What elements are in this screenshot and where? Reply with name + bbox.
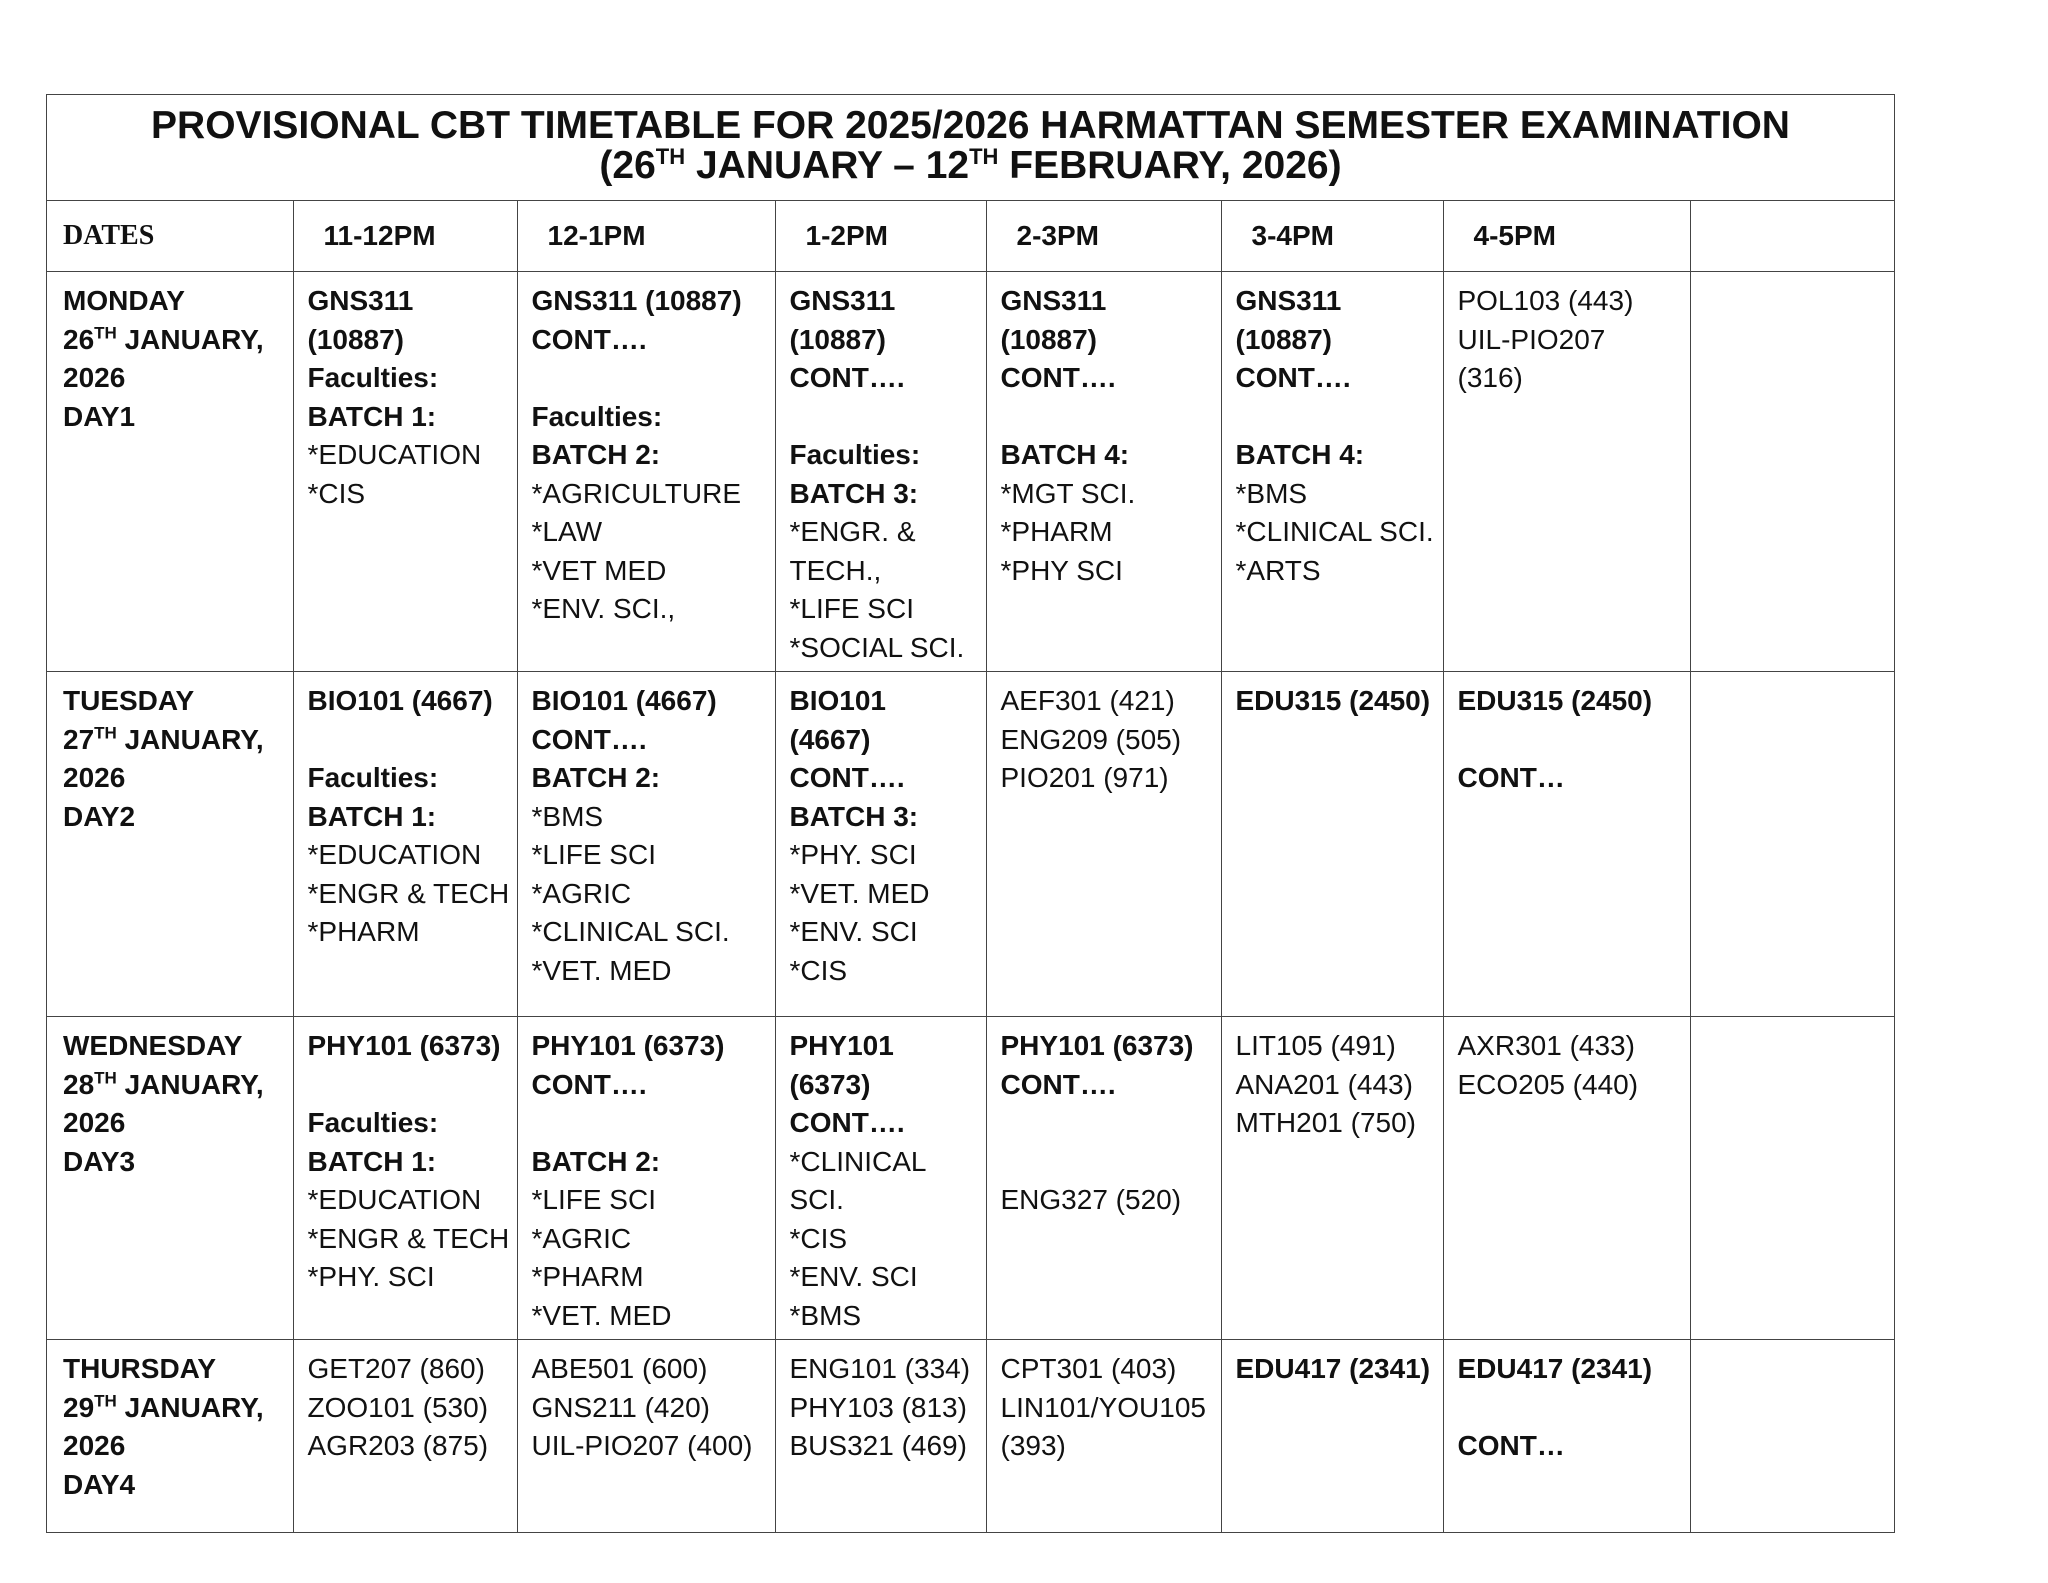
cell-line: BATCH 3: <box>789 477 919 509</box>
cell-line <box>308 721 507 760</box>
day-label: DAY2 <box>63 800 136 832</box>
cell-line: *BMS <box>531 800 604 832</box>
cell-line <box>1458 1389 1680 1428</box>
document-title <box>47 95 1894 201</box>
cell-line: *ENGR & TECH <box>307 1222 510 1254</box>
cell-line: *CIS <box>789 954 848 986</box>
cell-line: *MGT SCI. <box>1000 477 1136 509</box>
cell-line: *ENGR & TECH <box>307 877 510 909</box>
cell-line: *PHARM <box>531 1261 644 1292</box>
schedule-cell <box>1443 1340 1690 1532</box>
schedule-cell <box>1221 672 1443 1017</box>
cell-line: *VET. MED <box>531 954 672 986</box>
cell-line: CPT301 (403) <box>1000 1353 1177 1384</box>
date-year: 2026 <box>63 1107 126 1138</box>
cell-line: *PHY. SCI <box>307 1261 435 1292</box>
cell-line <box>532 359 765 398</box>
cell-line: *EDUCATION <box>307 839 482 870</box>
cell-line: *CLINICAL SCI. <box>531 916 730 947</box>
column-header-dates: DATES <box>47 201 293 272</box>
cell-line: CONT…. <box>531 723 647 755</box>
cell-line: *CLINICAL <box>789 1145 927 1177</box>
cell-line: BATCH 1: <box>307 1145 437 1177</box>
date-ordinal-suffix: TH <box>94 323 117 343</box>
cell-line: *PHY. SCI <box>789 839 917 870</box>
schedule-cell <box>1221 1340 1443 1532</box>
cell-line: ENG327 (520) <box>1000 1184 1182 1215</box>
cell-line: ENG209 (505) <box>1000 723 1182 755</box>
date-month: JANUARY, <box>116 1391 264 1423</box>
day-row <box>47 1340 1894 1532</box>
cell-line: BIO101 (4667) <box>531 685 717 716</box>
cell-line: BATCH 4: <box>1000 439 1130 470</box>
cell-line: *PHY SCI <box>1000 554 1123 586</box>
cell-line: BIO101 <box>789 685 886 716</box>
cell-line: *ENV. SCI <box>789 916 918 947</box>
cell-line: ENG101 (334) <box>789 1353 971 1384</box>
cell-line: *AGRIC <box>531 1222 632 1254</box>
column-header-1-2pm: 1-2PM <box>775 201 986 272</box>
schedule-cell <box>517 672 775 1017</box>
cell-line: SCI. <box>789 1184 844 1215</box>
cell-line: *LAW <box>531 516 603 547</box>
schedule-cell <box>517 1017 775 1340</box>
cell-line: ABE501 (600) <box>531 1353 708 1384</box>
schedule-cell <box>775 672 986 1017</box>
timetable-grid <box>47 201 1894 1532</box>
cell-line: *BMS <box>789 1299 862 1331</box>
cell-line: (316) <box>1457 362 1523 393</box>
cell-line: EDU315 (2450) <box>1235 685 1431 716</box>
cell-line: BATCH 1: <box>307 400 437 432</box>
title-date-start: (26 <box>599 144 656 187</box>
schedule-cell <box>775 1340 986 1532</box>
cell-line: AGR203 (875) <box>307 1430 489 1461</box>
date-ordinal-suffix: TH <box>94 723 117 743</box>
cell-line <box>308 1066 507 1105</box>
schedule-cell <box>986 1340 1221 1532</box>
cell-line: BUS321 (469) <box>789 1430 967 1461</box>
cell-line: Faculties: <box>307 362 439 393</box>
title-line-2 <box>47 146 1894 186</box>
date-year: 2026 <box>63 362 126 393</box>
day-row <box>47 672 1894 1017</box>
cell-line: *AGRICULTURE <box>531 477 742 509</box>
cell-line: BATCH 2: <box>531 1145 661 1177</box>
cell-line: (10887) <box>1235 323 1333 355</box>
cell-line: *CLINICAL SCI. <box>1235 516 1434 547</box>
cell-line: (10887) <box>789 323 887 355</box>
date-year: 2026 <box>63 762 126 793</box>
cell-line: CONT…. <box>789 362 905 393</box>
cell-line <box>1236 398 1433 437</box>
cell-line: LIT105 (491) <box>1235 1030 1396 1061</box>
schedule-cell <box>517 1340 775 1532</box>
cell-line: PIO201 (971) <box>1000 762 1169 793</box>
cell-line: GNS311 <box>307 285 414 316</box>
cell-line: *ENV. SCI., <box>531 593 676 624</box>
schedule-cell <box>1443 1017 1690 1340</box>
cell-line: (4667) <box>789 723 871 755</box>
day-label: DAY4 <box>63 1468 136 1500</box>
cell-line: EDU417 (2341) <box>1235 1353 1431 1384</box>
cell-line: *PHARM <box>307 916 420 947</box>
cell-line: TECH., <box>789 554 882 586</box>
cell-line: POL103 (443) <box>1457 285 1634 316</box>
cell-line: Faculties: <box>307 762 439 793</box>
day-label: DAY1 <box>63 400 136 432</box>
date-ordinal-suffix: TH <box>94 1068 117 1088</box>
cell-line: CONT…. <box>531 323 647 355</box>
weekday: WEDNESDAY <box>63 1030 243 1061</box>
date-day-month <box>63 1389 283 1428</box>
date-number: 26 <box>63 323 95 355</box>
timetable-document <box>46 94 1895 1533</box>
cell-line: *VET MED <box>531 554 667 586</box>
date-month: JANUARY, <box>116 323 264 355</box>
cell-line: CONT…. <box>1235 362 1351 393</box>
schedule-cell <box>293 1017 517 1340</box>
title-date-middle: JANUARY – 12 <box>685 144 970 187</box>
cell-line: BATCH 1: <box>307 800 437 832</box>
cell-line: GNS211 (420) <box>531 1391 710 1423</box>
cell-line: (10887) <box>1000 323 1098 355</box>
schedule-cell <box>986 1017 1221 1340</box>
cell-line: (10887) <box>307 323 405 355</box>
cell-line: *EDUCATION <box>307 1184 482 1215</box>
date-year: 2026 <box>63 1430 126 1461</box>
cell-line <box>1001 1143 1211 1182</box>
cell-line: GNS311 <box>789 285 896 316</box>
cell-line: *LIFE SCI <box>531 839 656 870</box>
cell-line: MTH201 (750) <box>1235 1107 1417 1138</box>
cell-line: GNS311 (10887) <box>531 285 742 316</box>
cell-line: AXR301 (433) <box>1457 1030 1635 1061</box>
date-month: JANUARY, <box>116 1068 264 1100</box>
cell-line: PHY103 (813) <box>789 1391 967 1423</box>
column-header-3-4pm: 3-4PM <box>1221 201 1443 272</box>
title-ordinal-suffix: TH <box>969 144 999 169</box>
day-label: DAY3 <box>63 1145 136 1177</box>
cell-line: CONT… <box>1457 1430 1565 1461</box>
column-header-2-3pm: 2-3PM <box>986 201 1221 272</box>
cell-line: BATCH 2: <box>531 439 661 470</box>
date-number: 27 <box>63 723 95 755</box>
cell-line: *LIFE SCI <box>531 1184 656 1215</box>
cell-line: *ENV. SCI <box>789 1261 918 1292</box>
date-cell <box>47 1340 293 1532</box>
schedule-cell <box>986 272 1221 672</box>
cell-line: PHY101 <box>789 1030 894 1061</box>
weekday: TUESDAY <box>63 685 195 716</box>
cell-line: *VET. MED <box>789 877 930 909</box>
cell-line: UIL-PIO207 (400) <box>531 1430 753 1461</box>
title-line-1: PROVISIONAL CBT TIMETABLE FOR 2025/2026 HARMATTAN SEMESTER EXAMINATION <box>151 104 1790 147</box>
cell-line: BATCH 2: <box>531 762 661 793</box>
date-day-month <box>63 321 283 360</box>
date-cell <box>47 1017 293 1340</box>
cell-line: CONT…. <box>789 1107 905 1138</box>
schedule-cell <box>1221 1017 1443 1340</box>
date-cell <box>47 272 293 672</box>
cell-line: *CIS <box>789 1222 848 1254</box>
cell-line: ECO205 (440) <box>1457 1068 1639 1100</box>
cell-line: GET207 (860) <box>307 1353 485 1384</box>
schedule-cell <box>1443 672 1690 1017</box>
header-row <box>47 201 1894 272</box>
cell-line: LIN101/YOU105 <box>1000 1391 1206 1423</box>
cell-line: PHY101 (6373) <box>307 1030 501 1061</box>
cell-line: PHY101 (6373) <box>531 1030 725 1061</box>
date-number: 28 <box>63 1068 95 1100</box>
schedule-cell <box>1690 272 1894 672</box>
weekday: THURSDAY <box>63 1353 216 1384</box>
cell-line: GNS311 <box>1000 285 1107 316</box>
title-date-end: FEBRUARY, 2026) <box>998 144 1342 187</box>
schedule-cell <box>293 672 517 1017</box>
cell-line: *LIFE SCI <box>789 593 914 624</box>
cell-line: PHY101 (6373) <box>1000 1030 1194 1061</box>
date-cell <box>47 672 293 1017</box>
cell-line: *ARTS <box>1235 554 1321 586</box>
cell-line: Faculties: <box>789 439 921 470</box>
day-row <box>47 272 1894 672</box>
column-header-empty <box>1690 201 1894 272</box>
cell-line: *ENGR. & <box>789 516 916 547</box>
cell-line: CONT…. <box>789 762 905 793</box>
weekday: MONDAY <box>63 285 185 316</box>
date-day-month <box>63 721 283 760</box>
cell-line: Faculties: <box>307 1107 439 1138</box>
cell-line: *PHARM <box>1000 516 1113 547</box>
cell-line: BATCH 3: <box>789 800 919 832</box>
cell-line: (393) <box>1000 1430 1066 1461</box>
cell-line: *CIS <box>307 477 366 509</box>
schedule-cell <box>293 1340 517 1532</box>
cell-line: CONT… <box>1457 762 1565 793</box>
schedule-cell <box>775 272 986 672</box>
date-number: 29 <box>63 1391 95 1423</box>
cell-line: EDU315 (2450) <box>1457 685 1653 716</box>
cell-line: Faculties: <box>531 400 663 432</box>
schedule-cell <box>293 272 517 672</box>
cell-line: *BMS <box>1235 477 1308 509</box>
cell-line: ANA201 (443) <box>1235 1068 1413 1100</box>
cell-line: ZOO101 (530) <box>307 1391 489 1423</box>
cell-line: *AGRIC <box>531 877 632 909</box>
date-ordinal-suffix: TH <box>94 1391 117 1411</box>
column-header-11-12pm: 11-12PM <box>293 201 517 272</box>
date-month: JANUARY, <box>116 723 264 755</box>
cell-line: *EDUCATION <box>307 439 482 470</box>
cell-line: (6373) <box>789 1068 871 1100</box>
schedule-cell <box>517 272 775 672</box>
date-day-month <box>63 1066 283 1105</box>
cell-line <box>532 1104 765 1143</box>
cell-line: *SOCIAL SCI. <box>789 631 965 663</box>
schedule-cell <box>775 1017 986 1340</box>
schedule-cell <box>1690 1017 1894 1340</box>
cell-line: BIO101 (4667) <box>307 685 493 716</box>
column-header-12-1pm: 12-1PM <box>517 201 775 272</box>
day-row <box>47 1017 1894 1340</box>
cell-line: BATCH 4: <box>1235 439 1365 470</box>
column-header-4-5pm: 4-5PM <box>1443 201 1690 272</box>
schedule-cell <box>1690 672 1894 1017</box>
cell-line: CONT…. <box>1000 362 1116 393</box>
cell-line: GNS311 <box>1235 285 1342 316</box>
cell-line <box>1001 398 1211 437</box>
schedule-cell <box>986 672 1221 1017</box>
cell-line <box>790 398 976 437</box>
cell-line: AEF301 (421) <box>1000 685 1175 716</box>
cell-line <box>1458 721 1680 760</box>
schedule-cell <box>1443 272 1690 672</box>
cell-line: CONT…. <box>1000 1068 1116 1100</box>
schedule-cell <box>1690 1340 1894 1532</box>
title-ordinal-suffix: TH <box>655 144 686 169</box>
cell-line: CONT…. <box>531 1068 647 1100</box>
cell-line: *VET. MED <box>531 1299 672 1331</box>
cell-line <box>1001 1104 1211 1143</box>
cell-line: EDU417 (2341) <box>1457 1353 1653 1384</box>
cell-line: UIL-PIO207 <box>1457 323 1606 355</box>
schedule-cell <box>1221 272 1443 672</box>
